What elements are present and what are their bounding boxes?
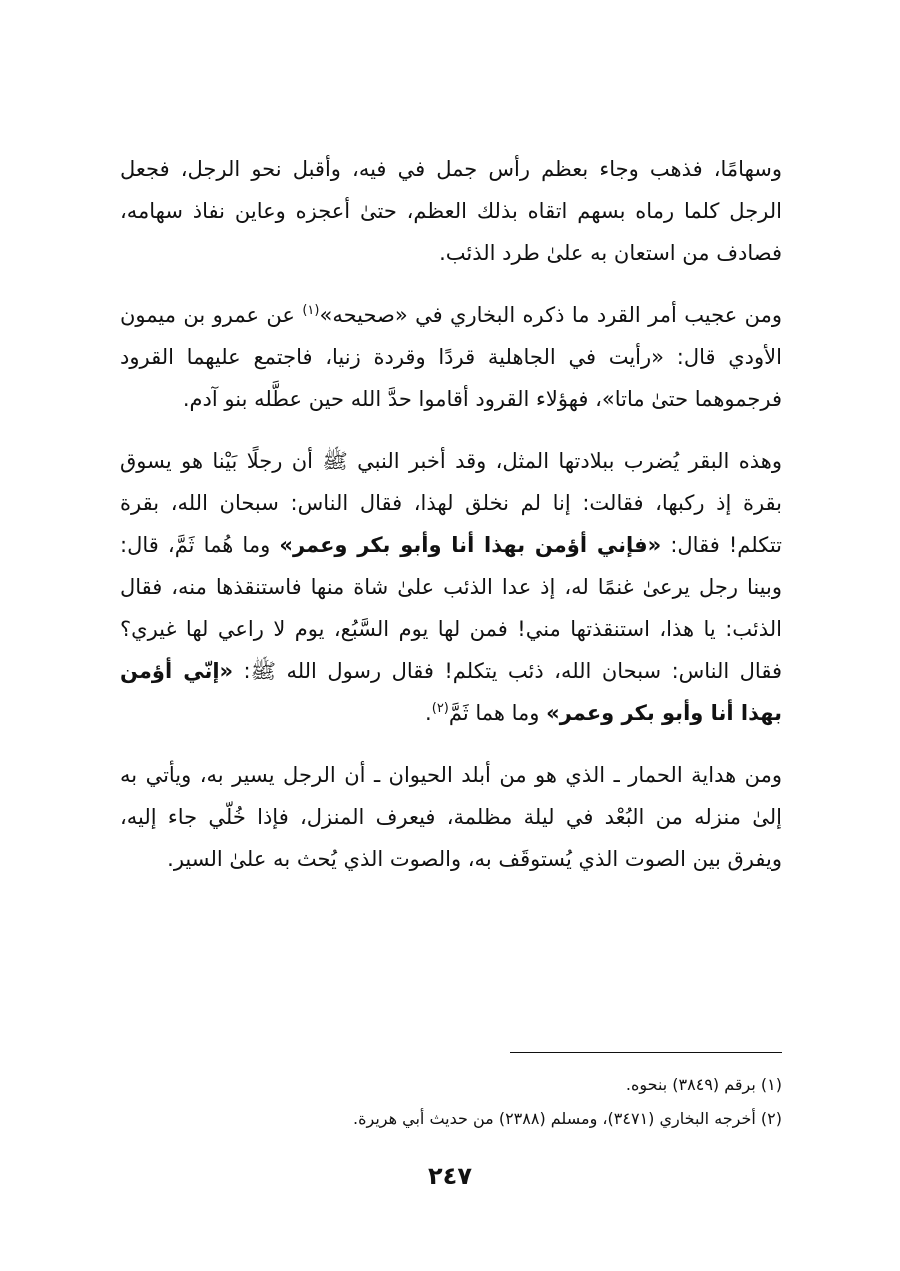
- paragraph-1-text: وسهامًا، فذهب وجاء بعظم رأس جمل في فيه، وأقبل نحو الرجل، فجعل الرجل كلما رماه بسهم اتقاه بذلك العظم، حتىٰ أعجزه وعاين نفاذ سهامه، فصادف من استعان به علىٰ طرد الذئب.: [120, 157, 782, 265]
- paragraph-1: [120, 148, 782, 274]
- hadith-quote-1: «فإني أؤمن بهذا أنا وأبو بكر وعمر»: [279, 533, 662, 557]
- footnote-ref-2[interactable]: (٢): [431, 701, 449, 716]
- page-body: [120, 148, 782, 900]
- paragraph-2: [120, 294, 782, 420]
- paragraph-3-text-b: وما هُما ثَمَّ، قال: وبينا رجل يرعىٰ غنمًا له، إذ عدا الذئب علىٰ شاة منها فاستنقذها منه، فقال الذئب: يا هذا، استنقذتها مني! فمن لها يوم السَّبُع، يوم لا راعي لها غيري؟ فقال الناس: سبحان الله، ذئب يتكلم! فقال رسول الله ﷺ:: [120, 533, 782, 683]
- paragraph-4-text: ومن هداية الحمار ـ الذي هو من أبلد الحيوان ـ أن الرجل يسير به، ويأتي به إلىٰ منزله من البُعْد في ليلة مظلمة، فيعرف المنزل، فإذا خُلّي جاء إليه، ويفرق بين الصوت الذي يُستوقَف به، والصوت الذي يُحث به علىٰ السير.: [120, 763, 782, 871]
- paragraph-2-text-b: عن عمرو بن ميمون الأودي قال: «رأيت في الجاهلية قردًا وقردة زنيا، فاجتمع عليهما القرود فرجموهما حتىٰ ماتا»، فهؤلاء القرود أقاموا حدَّ الله حين عطَّله بنو آدم.: [120, 303, 782, 411]
- footnote-2: (٢) أخرجه البخاري (٣٤٧١)، ومسلم (٢٣٨٨) من حديث أبي هريرة.: [353, 1109, 782, 1128]
- paragraph-4: [120, 754, 782, 880]
- paragraph-3-text-a: وهذه البقر يُضرب ببلادتها المثل، وقد أخبر النبي ﷺ أن رجلًا بَيْنا هو يسوق بقرة إذ ركبها، فقالت: إنا لم نخلق لهذا، فقال الناس: سبحان الله، بقرة تتكلم! فقال:: [120, 449, 783, 557]
- footnote-ref-1[interactable]: (١): [302, 303, 320, 318]
- footnotes: [120, 1068, 782, 1136]
- hadith-quote-2: «إنّي أؤمن بهذا أنا وأبو بكر وعمر»: [120, 659, 782, 725]
- paragraph-2-text-a: ومن عجيب أمر القرد ما ذكره البخاري في «صحيحه»: [319, 303, 783, 327]
- paragraph-3: [120, 440, 782, 734]
- footnote-divider: [510, 1052, 782, 1053]
- footnote-1: (١) برقم (٣٨٤٩) بنحوه.: [625, 1075, 782, 1094]
- paragraph-3-text-c: وما هما ثَمَّ: [448, 701, 547, 725]
- paragraph-3-text-d: .: [425, 701, 432, 725]
- page-number: ٢٤٧: [428, 1162, 472, 1190]
